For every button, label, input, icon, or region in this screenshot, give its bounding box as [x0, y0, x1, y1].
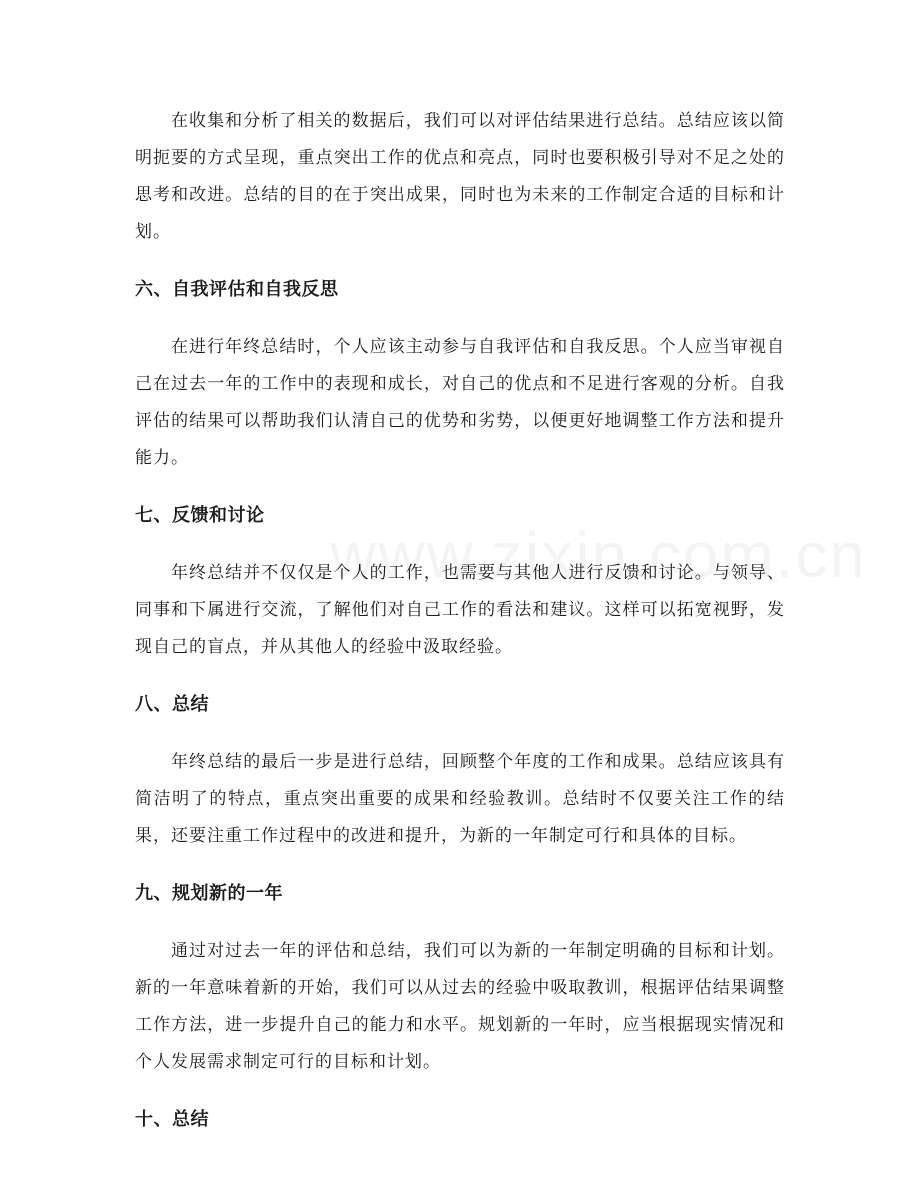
paragraph-section-6: 在进行年终总结时，个人应该主动参与自我评估和自我反思。个人应当审视自己在过去一年的工作中的表现和成长，对自己的优点和不足进行客观的分析。自我评估的结果可以帮助我们认清自己的优势和劣势，以便更好地调整工作方法和提升能力。 — [135, 337, 785, 468]
heading-section-6: 六、自我评估和自我反思 — [135, 279, 339, 300]
heading-section-7: 七、反馈和讨论 — [135, 505, 265, 526]
heading-section-8: 八、总结 — [135, 694, 209, 715]
paragraph-section-7: 年终总结并不仅仅是个人的工作，也需要与其他人进行反馈和讨论。与领导、同事和下属进行交流，了解他们对自己工作的看法和建议。这样可以拓宽视野，发现自己的盲点，并从其他人的经验中汲取经验。 — [135, 563, 785, 657]
paragraph-summary-results: 在收集和分析了相关的数据后，我们可以对评估结果进行总结。总结应该以简明扼要的方式呈现，重点突出工作的优点和亮点，同时也要积极引导对不足之处的思考和改进。总结的目的在于突出成果，同时也为未来的工作制定合适的目标和计划。 — [135, 111, 785, 242]
paragraph-section-8: 年终总结的最后一步是进行总结，回顾整个年度的工作和成果。总结应该具有简洁明了的特点，重点突出重要的成果和经验教训。总结时不仅要关注工作的结果，还要注重工作过程中的改进和提升，为新的一年制定可行和具体的目标。 — [135, 752, 785, 846]
document-body — [135, 103, 785, 1135]
paragraph-section-9: 通过对过去一年的评估和总结，我们可以为新的一年制定明确的目标和计划。新的一年意味着新的开始，我们可以从过去的经验中吸取教训，根据评估结果调整工作方法，进一步提升自己的能力和水平。规划新的一年时，应当根据现实情况和个人发展需求制定可行的目标和计划。 — [135, 941, 785, 1072]
heading-section-9: 九、规划新的一年 — [135, 883, 283, 904]
heading-section-10: 十、总结 — [135, 1109, 209, 1130]
